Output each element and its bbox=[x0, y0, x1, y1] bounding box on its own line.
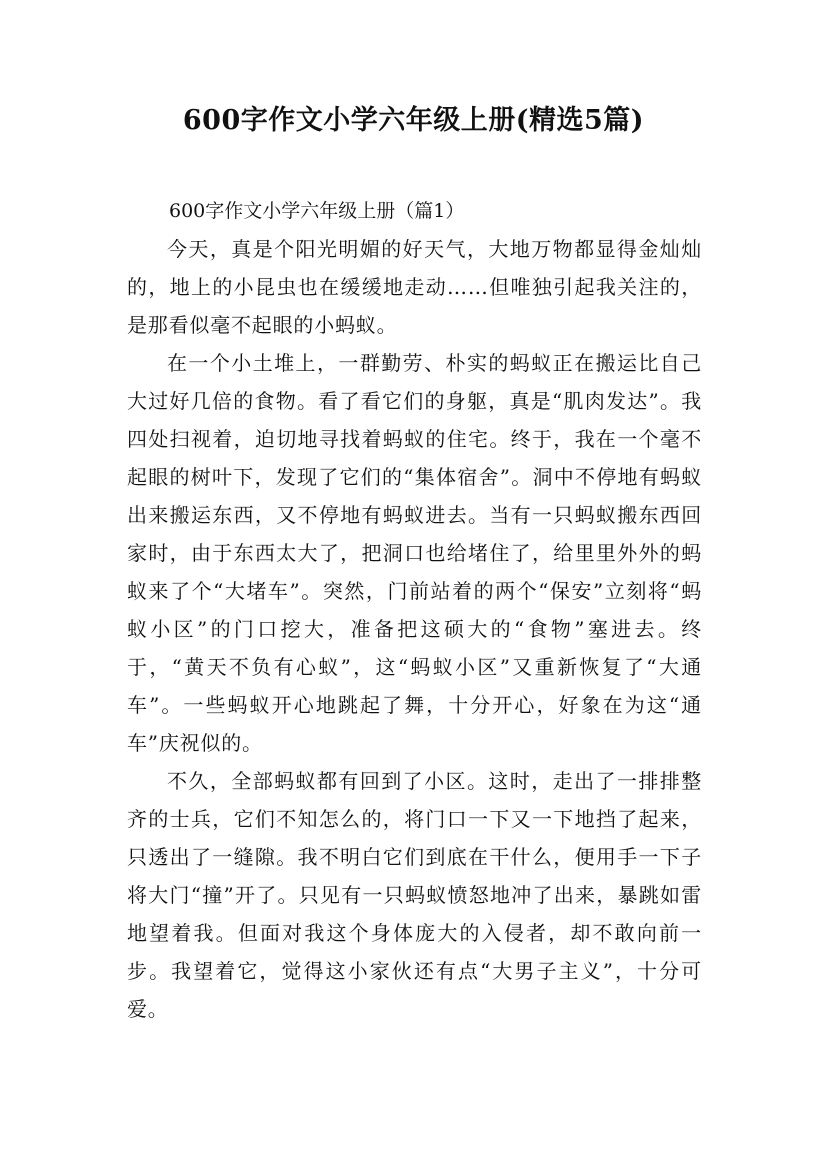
paragraph-3: 不久，全部蚂蚁都有回到了小区。这时，走出了一排排整齐的士兵，它们不知怎么的，将门口一下又一下地挡了起来，只透出了一缝隙。我不明白它们到底在干什么，便用手一下子将大门“撞”开了。只见有一只蚂蚁愤怒地冲了出来，暴跳如雷地望着我。但面对我这个身体庞大的入侵者，却不敢向前一步。我望着它，觉得这小家伙还有点“大男子主义”，十分可爱。 bbox=[127, 769, 702, 1021]
document-body bbox=[127, 192, 702, 1028]
section-heading: 600字作文小学六年级上册（篇1） bbox=[169, 200, 465, 222]
paragraph-1: 今天，真是个阳光明媚的好天气，大地万物都显得金灿灿的，地上的小昆虫也在缓缓地走动……但唯独引起我关注的，是那看似毫不起眼的小蚂蚁。 bbox=[127, 237, 702, 337]
document-title: 600字作文小学六年级上册(精选5篇) bbox=[182, 105, 645, 136]
paragraph-2: 在一个小土堆上，一群勤劳、朴实的蚂蚁正在搬运比自己大过好几倍的食物。看了看它们的身躯，真是“肌肉发达”。我四处扫视着，迫切地寻找着蚂蚁的住宅。终于，我在一个毫不起眼的树叶下，发现了它们的“集体宿舍”。洞中不停地有蚂蚁出来搬运东西，又不停地有蚂蚁进去。当有一只蚂蚁搬东西回家时，由于东西太大了，把洞口也给堵住了，给里里外外的蚂蚁来了个“大堵车”。突然，门前站着的两个“保安”立刻将“蚂蚁小区”的门口挖大，准备把这硕大的“食物”塞进去。终于，“黄天不负有心蚁”，这“蚂蚁小区”又重新恢复了“大通车”。一些蚂蚁开心地跳起了舞，十分开心，好象在为这“通车”庆祝似的。 bbox=[127, 351, 702, 755]
